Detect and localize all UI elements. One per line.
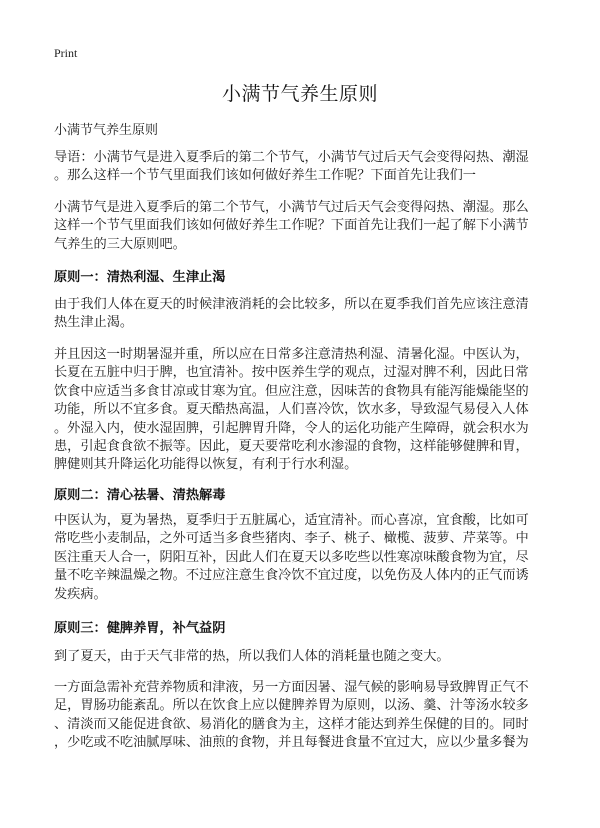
text-line: 热生津止渴。 (54, 315, 134, 331)
text-line: ，少吃或不吃油腻厚味、油煎的食物，并且每餐进食量不宜过大，应以少量多餐为 (54, 735, 529, 751)
intro-paragraph (54, 149, 554, 186)
overview-paragraph (54, 199, 554, 254)
text-line: 一方面急需补充营养物质和津液，另一方面因暑、湿气候的影响易导致脾胃正气不 (54, 680, 529, 695)
text-line: 医注重天人合一，阴阳互补，因此人们在夏天以多吃些以性寒凉味酸食物为宜，尽 (54, 549, 529, 565)
text-line: 。那么这样一个节气里面我们该如何做好养生工作呢？下面首先让我们一 (54, 168, 476, 184)
text-line: 量不吃辛辣温燥之物。不过应注意生食冷饮不宜过度，以免伤及人体内的正气而诱 (54, 568, 529, 584)
text-line: 。外湿入内，使水湿固脾，引起脾胃升降，令人的运化功能产生障碍，就会积水为 (54, 420, 529, 436)
text-line: 足，胃肠功能紊乱。所以在饮食上应以健脾养胃为原则，以汤、羹、汁等汤水较多 (54, 698, 529, 714)
section-heading-2: 原则二：清心祛暑、清热解毒 (54, 488, 226, 503)
text-line: 气养生的三大原则吧。 (54, 236, 186, 252)
section-heading-3: 原则三：健脾养胃，补气益阴 (54, 621, 226, 636)
section-1-paragraph-1 (54, 296, 554, 333)
text-line: 发疾病。 (54, 586, 107, 602)
section-3-paragraph-1 (54, 648, 554, 666)
section-2-paragraph-1 (54, 512, 554, 604)
page-title: 小满节气养生原则 (221, 83, 378, 105)
section-heading-1: 原则一：清热利湿、生津止渴 (54, 270, 226, 285)
print-label: Print (54, 46, 78, 60)
text-line: 常吃些小麦制品，之外可适当多食些猪肉、李子、桃子、橄榄、菠萝、芹菜等。中 (54, 531, 529, 547)
text-line: 并且因这一时期暑湿并重，所以应在日常多注意清热利湿、清暑化湿。中医认为， (54, 347, 529, 362)
document-subtitle: 小满节气养生原则 (54, 123, 159, 138)
text-line: 由于我们人体在夏天的时候津液消耗的会比较多，所以在夏季我们首先应该注意清 (54, 297, 529, 312)
text-line: 这样一个节气里面我们该如何做好养生工作呢？下面首先让我们一起了解下小满节 (54, 218, 529, 234)
text-line: 功能，所以不宜多食。夏天酷热高温，人们喜冷饮，饮水多，导致湿气易侵入人体 (54, 402, 529, 418)
text-line: 导语：小满节气是进入夏季后的第二个节气，小满节气过后天气会变得闷热、潮湿 (54, 150, 529, 165)
text-line: 小满节气是进入夏季后的第二个节气，小满节气过后天气会变得闷热、潮湿。那么 (54, 200, 529, 215)
text-line: 、清淡而又能促进食欲、易消化的膳食为主，这样才能达到养生保健的目的。同时 (54, 716, 529, 732)
section-1-paragraph-2 (54, 346, 554, 475)
section-3-paragraph-2 (54, 679, 554, 753)
text-line: 到了夏天，由于天气非常的热，所以我们人体的消耗量也随之变大。 (54, 649, 450, 664)
text-line: 中医认为，夏为暑热，夏季归于五脏属心，适宜清补。而心喜凉，宜食酸，比如可 (54, 513, 529, 528)
text-line: 脾健则其升降运化功能得以恢复，有利于行水利湿。 (54, 457, 358, 473)
text-line: 长夏在五脏中归于脾，也宜清补。按中医养生学的观点，过湿对脾不利，因此日常 (54, 365, 529, 381)
text-line: 患，引起食食欲不振等。因此，夏天要常吃利水渗湿的食物，这样能够健脾和胃， (54, 439, 529, 455)
text-line: 饮食中应适当多食甘凉或甘寒为宜。但应注意，因味苦的食物具有能泻能燥能坚的 (54, 383, 529, 399)
